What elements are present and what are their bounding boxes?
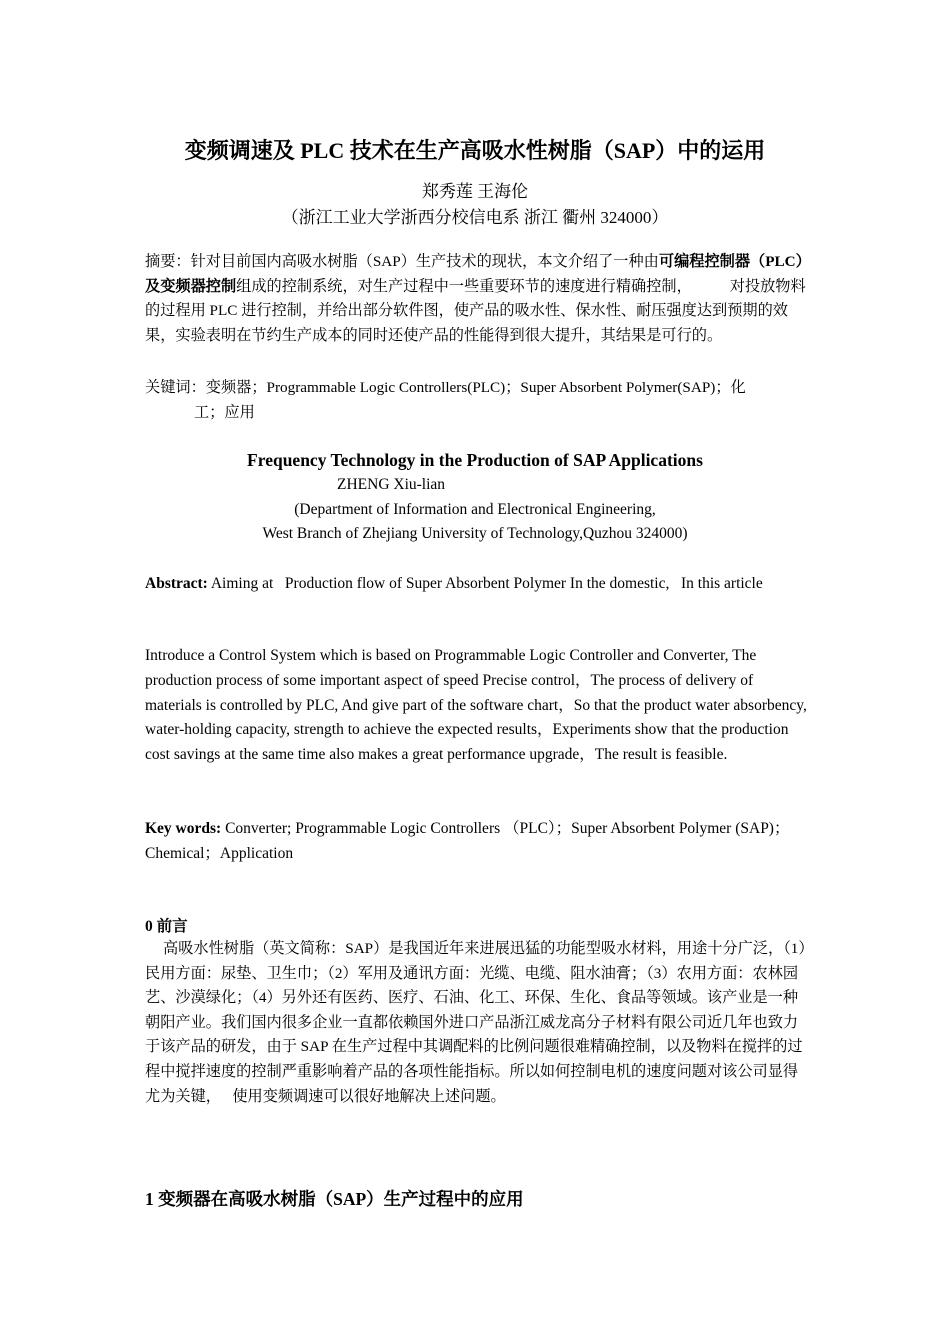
english-author: ZHENG Xiu-lian <box>337 476 446 493</box>
keywords-en-label: Key words: <box>145 820 222 837</box>
section-0-body: 高吸水性树脂（英文简称：SAP）是我国近年来进展迅猛的功能型吸水材料，用途十分广泛，（1）民用方面：尿垫、卫生巾；（2）军用及通讯方面：光缆、电缆、阻水油膏；（3）农用方面：农林园艺、沙漠绿化；（4）另外还有医药、医疗、石油、化工、环保、生化、食品等领域。该产业是一种朝阳产业。我们国内很多企业一直都依赖国外进口产品浙江威龙高分子材料有限公司近几年也致力于该产品的研发，由于 SAP 在生产过程中其调配料的比例问题很难精确控制，以及物料在搅拌的过程中搅拌速度的控制严重影响着产品的各项性能指标。所以如何控制电机的速度问题对该公司显得尤为关键， 使用变频调速可以很好地解决上述问题。 <box>145 940 806 1105</box>
keywords-en <box>145 817 807 867</box>
english-title: Frequency Technology in the Production of SAP Applications <box>247 450 703 470</box>
abstract-cn-bold: 可编程控制器（PLC）及变频器控制 <box>145 253 804 295</box>
paper-title: 变频调速及 PLC 技术在生产高吸水性树脂（SAP）中的运用 <box>184 138 766 163</box>
abstract-en-text: Aiming at Production flow of Super Absorbent Polymer In the domestic, In this article <box>207 575 763 592</box>
english-branch: West Branch of Zhejiang University of Technology,Quzhou 324000) <box>262 525 688 542</box>
abstract-en-label: Abstract: <box>145 575 208 592</box>
keywords-en-text: Converter; Programmable Logic Controllers （PLC）；Super Absorbent Polymer (SAP)；Chemical；Application <box>145 820 790 862</box>
abstract-en <box>145 572 807 597</box>
english-department: (Department of Information and Electronical Engineering, <box>294 501 656 518</box>
section-1-heading: 1 变频器在高吸水树脂（SAP）生产过程中的应用 <box>145 1189 524 1209</box>
section-0-heading: 0 前言 <box>145 918 188 935</box>
abstract-cn-text-2: 组成的控制系统，对生产过程中一些重要环节的速度进行精确控制， 对投放物料的过程用 PLC 进行控制，并给出部分软件图，使产品的吸水性、保水性、耐压强度达到预期的效果，实验表明在节约生产成本的同时还使产品的性能得到很大提升，其结果是可行的。 <box>145 277 806 344</box>
author-affiliation: （浙江工业大学浙西分校信电系 浙江 衢州 324000） <box>281 208 669 227</box>
author-names: 郑秀莲 王海伦 <box>421 182 529 201</box>
abstract-cn-label: 摘要： <box>145 253 191 270</box>
keywords-cn-line1: 关键词：变频器；Programmable Logic Controllers(PLC)；Super Absorbent Polymer(SAP)；化 <box>145 379 746 396</box>
abstract-cn-text-1: 针对目前国内高吸水树脂（SAP）生产技术的现状，本文介绍了一种由 <box>190 253 659 270</box>
abstract-en-paragraph-2: Introduce a Control System which is based on Programmable Logic Controller and Converter, The production process of some important aspect of speed Precise control，The process of delivery of materials is controlled by PLC, And give part of the software chart，So that the product water absorbency, water-holding capacity, strength to achieve the expected results，Experiments show that the production cost savings at the same time also makes a great performance upgrade，The result is feasible. <box>145 647 807 764</box>
keywords-cn-line2: 工；应用 <box>194 404 255 421</box>
abstract-cn <box>145 250 807 348</box>
